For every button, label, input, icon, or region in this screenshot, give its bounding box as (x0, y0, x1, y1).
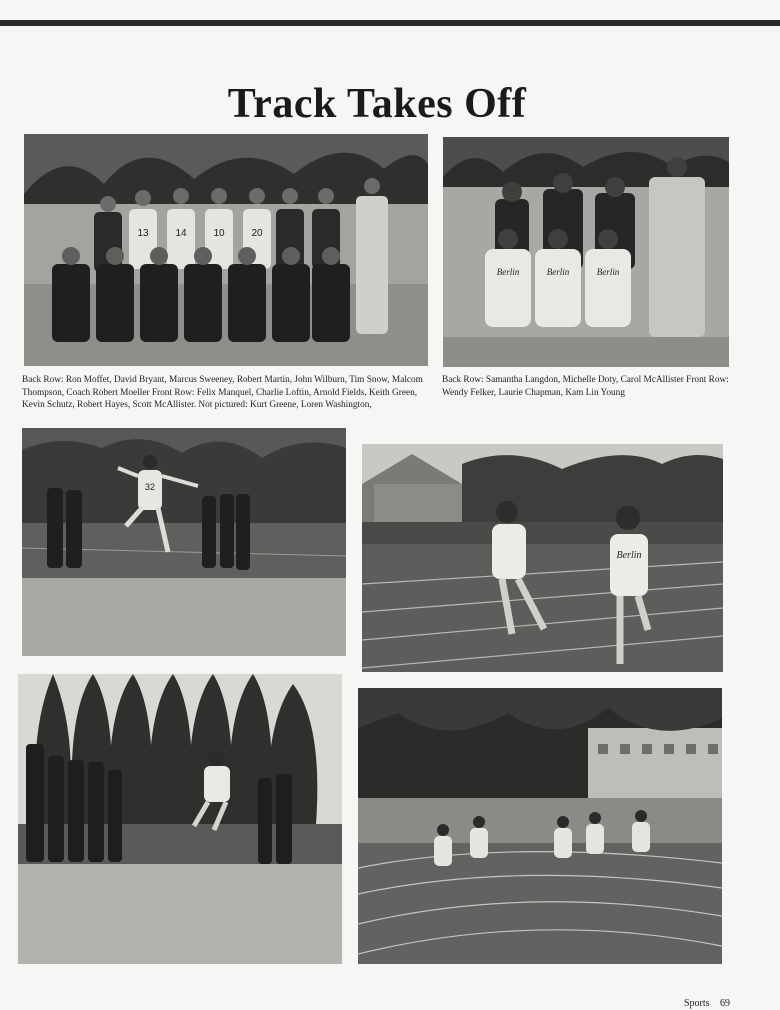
page-number: 69 (720, 998, 730, 1009)
page-title: Track Takes Off (227, 81, 527, 127)
boys-team-photo (24, 134, 428, 366)
girls-team-caption: Back Row: Samantha Langdon, Michelle Doty, Carol McAllister Front Row: Wendy Felker, Laurie Chapman, Kam Lin Young (442, 375, 729, 398)
section-name: Sports (683, 998, 710, 1009)
page-footer (676, 998, 730, 1009)
jersey-lettering: Berlin (546, 267, 570, 277)
jersey-number: 10 (213, 228, 225, 239)
girls-team-photo (443, 137, 729, 367)
runners-photo (362, 444, 723, 672)
jersey-lettering: Berlin (616, 550, 642, 561)
jersey-number: 20 (251, 228, 263, 239)
long-jump-photo (18, 674, 342, 964)
jersey-lettering: Berlin (596, 267, 620, 277)
high-jump-photo (22, 428, 346, 656)
jersey-number: 32 (144, 482, 156, 492)
boys-team-caption: Back Row: Ron Moffet, David Bryant, Marcus Sweeney, Robert Martin, John Wilburn, Tim Snow, Malcom Thompson, Coach Robert Moeller Front Row: Felix Manquel, Charlie Loftin, Arnold Fields, Keith Green, Kevin Schutz, Robert Hayes, Scott McAllister. Not pictured: Kurt Greene, Loren Washington, (22, 375, 423, 410)
jersey-lettering: Berlin (496, 267, 520, 277)
sprint-race-photo (358, 688, 722, 964)
jersey-number: 14 (175, 228, 187, 239)
top-rule (0, 20, 780, 26)
jersey-number: 13 (137, 228, 149, 239)
